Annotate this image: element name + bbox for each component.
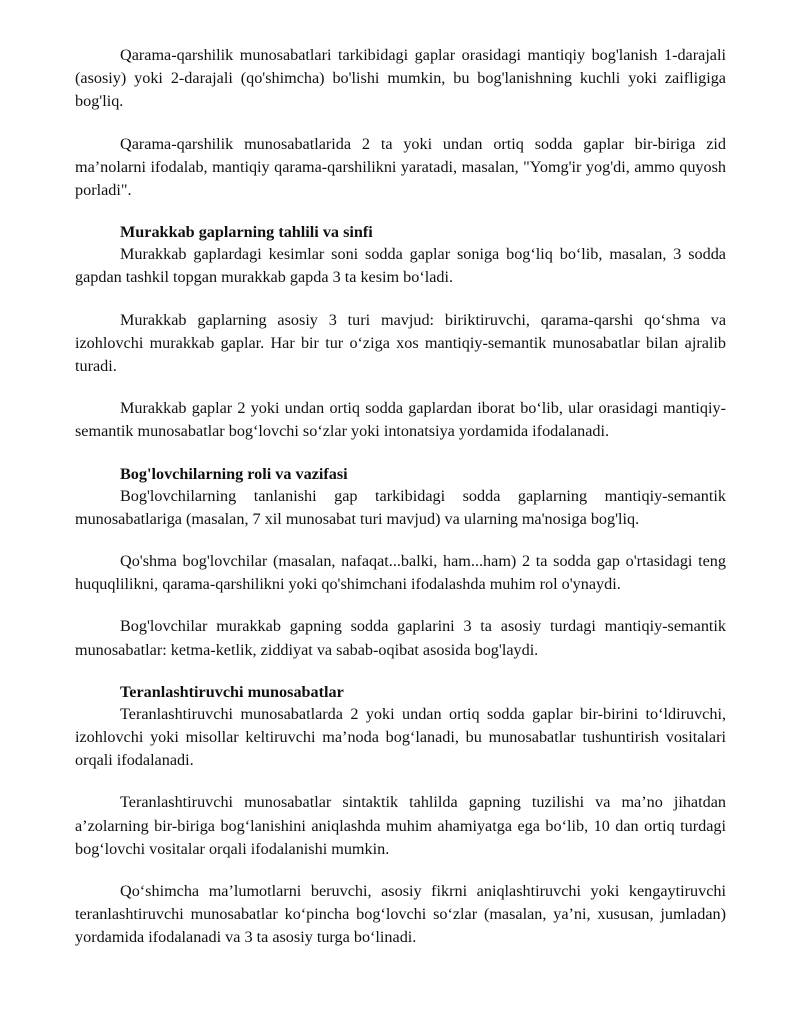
section2-paragraph-1: Bog'lovchilarning tanlanishi gap tarkibidagi sodda gaplarning mantiqiy-semantik munosabatlariga (masalan, 7 xil munosabat turi mavjud) va ularning ma'nosiga bog'liq. <box>75 486 726 528</box>
intro-paragraph-1: Qarama-qarshilik munosabatlari tarkibidagi gaplar orasidagi mantiqiy bog'lanish 1-darajali (asosiy) yoki 2-darajali (qo'shimcha) bo'lishi mumkin, bu bog'lanishning kuchli yoki zaifligiga bog'liq. <box>75 46 726 111</box>
section1-paragraph-3: Murakkab gaplar 2 yoki undan ortiq sodda gaplardan iborat bo‘lib, ular orasidagi mantiqiy-semantik munosabatlar bog‘lovchi so‘zlar yoki intonatsiya yordamida ifodalanadi. <box>75 399 726 441</box>
section3-paragraph-1: Teranlashtiruvchi munosabatlarda 2 yoki undan ortiq sodda gaplar bir-birini to‘ldiruvchi, izohlovchi yoki misollar keltiruvchi ma’noda bog‘lanadi, bu munosabatlar tushuntirish vositalari orqali ifodalanadi. <box>75 704 726 770</box>
document-page <box>75 44 726 969</box>
section-heading-boglovchilar: Bog'lovchilarning roli va vazifasi <box>120 464 348 483</box>
section1-paragraph-1: Murakkab gaplardagi kesimlar soni sodda gaplar soniga bog‘liq bo‘lib, masalan, 3 sodda gapdan tashkil topgan murakkab gapda 3 ta kesim bo‘ladi. <box>75 245 726 287</box>
section2-paragraph-3: Bog'lovchilar murakkab gapning sodda gaplarini 3 ta asosiy turdagi mantiqiy-semantik munosabatlar: ketma-ketlik, ziddiyat va sabab-oqibat asosida bog'laydi. <box>75 617 726 659</box>
section2-paragraph-2: Qo'shma bog'lovchilar (masalan, nafaqat...balki, ham...ham) 2 ta sodda gap o'rtasidagi teng huquqlilikni, qarama-qarshilikni yoki qo'shimchani ifodalashda muhim rol o'ynaydi. <box>75 552 726 594</box>
section-heading-murakkab: Murakkab gaplarning tahlili va sinfi <box>120 223 373 242</box>
section-heading-teranlashtiruvchi: Teranlashtiruvchi munosabatlar <box>120 682 344 701</box>
section1-paragraph-2: Murakkab gaplarning asosiy 3 turi mavjud: biriktiruvchi, qarama-qarshi qo‘shma va izohlovchi murakkab gaplar. Har bir tur o‘ziga xos mantiqiy-semantik munosabatlar bilan ajralib turadi. <box>75 310 726 376</box>
intro-paragraph-2: Qarama-qarshilik munosabatlarida 2 ta yoki undan ortiq sodda gaplar bir-biriga zid ma’nolarni ifodalab, mantiqiy qarama-qarshilikni yaratadi, masalan, "Yomg'ir yog'di, ammo quyosh porladi". <box>75 134 726 200</box>
section3-paragraph-3: Qo‘shimcha ma’lumotlarni beruvchi, asosiy fikrni aniqlashtiruvchi yoki kengaytiruvchi teranlashtiruvchi munosabatlar ko‘pincha bog‘lovchi so‘zlar (masalan, ya’ni, xususan, jumladan) yordamida ifodalanadi va 3 ta asosiy turga bo‘linadi. <box>75 882 726 947</box>
section3-paragraph-2: Teranlashtiruvchi munosabatlar sintaktik tahlilda gapning tuzilishi va ma’no jihatdan a’zolarning bir-biriga bog‘lanishini aniqlashda muhim ahamiyatga ega bo‘lib, 10 dan ortiq turdagi bog‘lovchi vositalar orqali ifodalanishi mumkin. <box>75 793 726 858</box>
